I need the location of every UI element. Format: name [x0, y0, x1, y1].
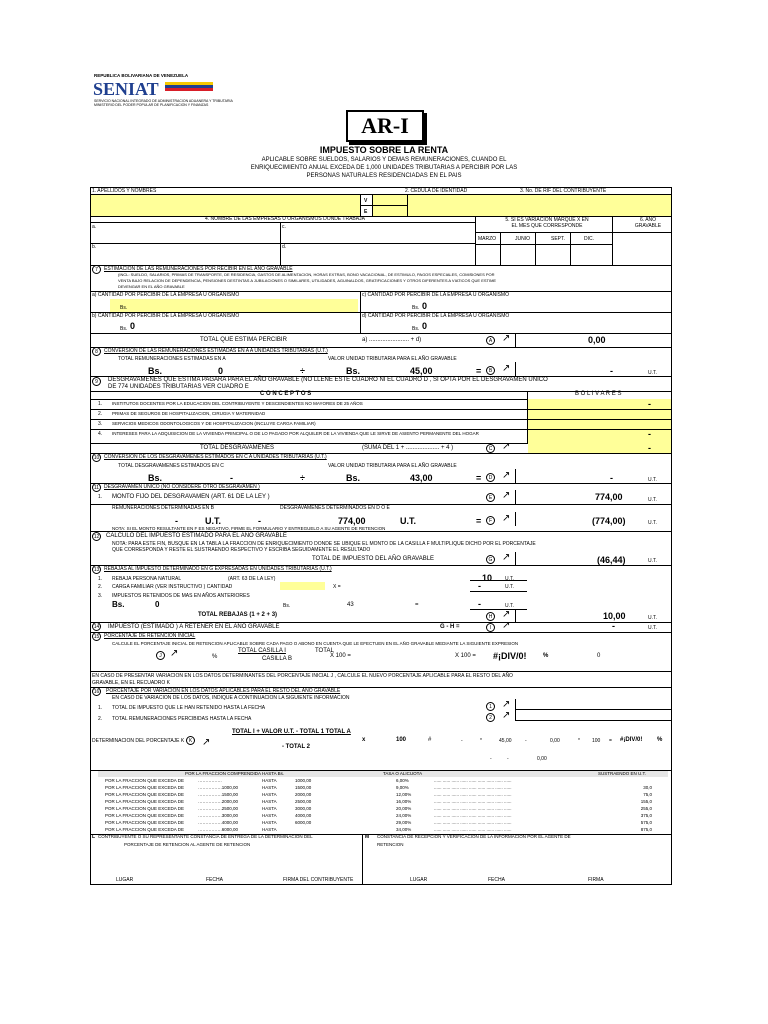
table-row-sustraendo: 255,0: [640, 806, 652, 811]
section-13-number: 13: [93, 567, 100, 573]
footer-fecha: FECHA: [206, 877, 223, 883]
section-l-letter: L: [92, 834, 96, 840]
amount-a-label: a) CANTIDAD POR PERCIBIR DE LA EMPRESA U ORGANISMO: [92, 292, 240, 298]
section-16-item-1: TOTAL DE IMPUESTO QUE LE HAN RETENIDO HASTA LA FECHA: [112, 705, 266, 711]
table-row-dots: ...... ...... ...... ...... ...... ...... ...... ...... ......: [434, 799, 512, 804]
section-9-title: DESGRAVAMENES QUE ESTIMA PAGARA PARA EL AÑO GRAVABLE (NO LLENE ESTE CUADRO NI EL CUADRO D , SI OPTA POR EL DESGRAVAMEN UNICO: [108, 377, 548, 383]
table-row-hasta: HASTA: [262, 785, 277, 790]
footer-firma: FIRMA: [588, 877, 604, 883]
table-row-sustraendo: 575,0: [640, 820, 652, 825]
table-row-from: …………….2500,00: [198, 806, 239, 811]
section-16-number: 16: [93, 689, 100, 695]
section-10-val-2: 43,00: [410, 473, 433, 483]
name-input-bg[interactable]: [91, 194, 360, 216]
field-2-label: 2. CÉDULA DE IDENTIDAD: [405, 188, 468, 194]
table-row-from: …………….1500,00: [198, 792, 239, 797]
footer-fecha-2: FECHA: [488, 877, 505, 883]
republic-label: REPUBLICA BOLIVARIANA DE VENEZUELA: [94, 73, 189, 78]
table-row-label: POR LA FRACCION QUE EXCEDA DE: [105, 792, 185, 797]
section-10-sub-2: VALOR UNIDAD TRIBUTARIA PARA EL AÑO GRAVABLE: [328, 463, 457, 469]
section-16-hash: #: [428, 737, 432, 743]
table-row-from: …………….6000,00: [198, 827, 239, 832]
section-15-pct-2: %: [543, 653, 549, 659]
table-header-3: SUSTRAENDO EN U.T.: [598, 771, 647, 776]
section-11-sub-1: REMUNERACIONES DETERMINADAS EN B: [112, 505, 214, 511]
arrow-icon: ↗: [502, 552, 511, 563]
section-m-letter: M: [365, 834, 370, 840]
concept-label: INTERESES PARA LA ADQUISICION DE LA VIVIENDA PRINCIPAL O DE LO PAGADO POR ALQUILER DE LA VIVIENDA QUE LE SIRVE DE ASIENTO PERMANENTE DEL HOGAR: [112, 431, 479, 436]
section-11-note: NOTA: SI EL MONTO RESULTANTE EN F ES NEGATIVO, FIRME EL FORMULARIO Y ENTREGUELO A SU AGENTE DE RETENCION: [112, 526, 386, 531]
table-row-sustraendo: 30,0: [643, 785, 652, 790]
section-8-result: -: [610, 366, 613, 376]
section-10-number: 10: [93, 455, 100, 461]
section-8-sub-1: TOTAL REMUNERACIONES ESTIMADAS EN A: [118, 356, 226, 362]
section-11-ut-e: U.T.: [648, 497, 657, 503]
section-8-eq: =: [476, 366, 482, 376]
table-row-from: …………….3000,00: [198, 813, 239, 818]
table-row-dots: ...... ...... ...... ...... ...... ...... ...... ...... ......: [434, 820, 512, 825]
rebate-2-label: CARGA FAMILIAR (VER INSTRUCTIVO ) CANTIDAD: [112, 584, 233, 590]
table-row-rate: 6,00%: [396, 778, 409, 783]
variation-note-2: GRAVABLE, EN EL RECUADRO K: [92, 680, 170, 686]
section-15-number: 15: [93, 634, 100, 640]
section-11-row-val-1: -: [175, 516, 178, 526]
section-15-zero: 0: [597, 653, 601, 659]
arrow-icon: ↗: [502, 620, 511, 631]
section-12-title: CALCULO DEL IMPUESTO ESTIMADO PARA EL AÑO GRAVABLE: [106, 533, 287, 539]
table-row-dots: ...... ...... ...... ...... ...... ...... ...... ...... ......: [434, 792, 512, 797]
section-16-result: #¡DIV/0!: [620, 737, 643, 743]
table-row-rate: 9,00%: [396, 785, 409, 790]
section-11-row-ut-2: U.T.: [400, 516, 417, 526]
circle-k: K: [186, 736, 195, 745]
total-rebates-value: 10,00: [603, 611, 626, 621]
table-row-rate: 24,00%: [396, 813, 412, 818]
rebate-2-x: X =: [333, 584, 341, 590]
company-b[interactable]: b.: [92, 244, 97, 250]
rebate-2-value: -: [478, 581, 481, 591]
section-9-title-2: DE 774 UNIDADES TRIBUTARIAS VER CUADRO E: [108, 384, 249, 390]
section-11-title: DESGRAVAMEN UNICO (NO CONSIDERE OTRO DESGRAVAMEN ): [104, 484, 260, 490]
arrow-icon: ↗: [502, 710, 511, 721]
circle-e: E: [486, 493, 495, 502]
table-row-label: POR LA FRACCION QUE EXCEDA DE: [105, 827, 185, 832]
section-15-frac-top: TOTAL CASILLA I: [238, 648, 286, 654]
section-10-sub-1: TOTAL DESGRAVAMENES ESTIMADOS EN C: [118, 463, 224, 469]
section-8-div: ÷: [300, 366, 305, 376]
section-12-note-1: NOTA: PARA ESTE FIN, BUSQUE EN LA TABLA LA FRACCION DE ENRIQUECIMIENTO DONDE SE UBIQUE EL MONTO DE LA CASILLA F MULTIPLIQUE DICHO POR EL PORCENTAJE: [112, 541, 536, 547]
concept-number: 4.: [98, 431, 103, 437]
section-16-sub: EN CASO DE VARIACION DE LOS DATOS, INDIQUE A CONTINUACION LA SIGUIENTE INFORMACION: [112, 695, 350, 701]
table-row-dots: ...... ...... ...... ...... ...... ...... ...... ...... ......: [434, 813, 512, 818]
section-11-row-minus: -: [258, 516, 261, 526]
arrow-icon: ↗: [502, 441, 511, 452]
arrow-icon: ↗: [502, 333, 511, 344]
table-row-rate: 12,00%: [396, 792, 412, 797]
section-11-number: 11: [93, 485, 100, 491]
table-row-label: POR LA FRACCION QUE EXCEDA DE: [105, 813, 185, 818]
table-row-to: 2000,00: [295, 792, 312, 797]
section-7-note-1: (INCL: SUELDO, SALARIOS, PRIMAS DE TRANSPORTE, DE RESIDENCIA, GASTOS DE ALIMENTACION, HORAS EXTRAS, BONO VACACIONAL, DE ESTIMULO, PAGOS ESPECIALES, COMISIONES POR: [118, 272, 495, 277]
table-row-sustraendo: 375,0: [640, 813, 652, 818]
table-row-label: POR LA FRACCION QUE EXCEDA DE: [105, 799, 185, 804]
section-16-pct: %: [657, 737, 663, 743]
section-11-eq: =: [476, 516, 482, 526]
section-15-pct: %: [212, 654, 218, 660]
table-row-rate: 20,00%: [396, 806, 412, 811]
table-row-rate: 34,00%: [396, 827, 412, 832]
section-m-text-1: CONSTANCIA DE RECEPCION Y VERIFICACION DE LA INFORMACION POR EL AGENTE DE: [377, 834, 571, 839]
table-header-2: TASA O ALICUOTA: [383, 771, 423, 776]
section-12-ut: U.T.: [648, 558, 657, 564]
company-d[interactable]: d.: [282, 244, 287, 250]
table-row-from: …………….2000,00: [198, 799, 239, 804]
section-13-title: REBAJAS AL IMPUESTO DETERMINADO EN G EXPRESADAS EN UNIDADES TRIBUTARIAS (U.T.): [104, 566, 332, 572]
circle-h: H: [486, 612, 495, 621]
amount-b-value[interactable]: 0: [130, 321, 136, 331]
footer-firma-contribuyente: FIRMA DEL CONTRIBUYENTE: [283, 877, 354, 883]
variation-note-1: EN CASO DE PRESENTAR VARIACION EN LOS DATOS DETERMINANTES DEL PORCENTAJE INICIAL J , CALCULE EL NUEVO PORCENTAJE APLICABLE PARA EL RESTO DEL AÑO: [92, 673, 513, 679]
section-8-title: CONVERSION DE LAS REMUNERACIONES ESTIMADAS EN A A UNIDADES TRIBUTARIAS (U.T.): [104, 348, 328, 354]
amount-d-value[interactable]: 0: [422, 321, 428, 331]
table-row-dots: ...... ...... ...... ...... ...... ...... ...... ...... ......: [434, 806, 512, 811]
section-16-total-2: - TOTAL 2: [282, 744, 311, 750]
section-12-label: TOTAL DE IMPUESTO DEL AÑO GRAVABLE: [312, 556, 435, 562]
month-june[interactable]: JUNIO: [515, 236, 530, 242]
section-8-val-1: 0: [218, 366, 224, 376]
circle-1: 1: [486, 702, 495, 711]
concept-number: 2.: [98, 411, 103, 417]
circle-d: D: [486, 473, 495, 482]
amount-d-bs: Bs.: [412, 326, 420, 332]
amount-c-label: c) CANTIDAD POR PERCIBIR DE LA EMPRESA U ORGANISMO: [362, 292, 509, 298]
table-row-hasta: HASTA: [262, 792, 277, 797]
table-row-dots: ...... ...... ...... ...... ...... ...... ...... ...... ......: [434, 827, 512, 832]
section-15-total: TOTAL: [315, 648, 334, 654]
section-8-number: 8: [92, 347, 101, 356]
section-8-bs-2: Bs.: [346, 366, 361, 376]
form-subtitle-3: PERSONAS NATURALES RESIDENCIADAS EN EL PAIS: [306, 173, 462, 179]
section-l-text-2: PORCENTAJE DE RETENCION AL AGENTE DE RETENCION: [124, 842, 251, 847]
arrow-icon: ↗: [170, 648, 179, 659]
arrow-icon: ↗: [502, 699, 511, 710]
section-15-frac-bot: CASILLA B: [262, 656, 293, 662]
total-estimate-label: TOTAL QUE ESTIMA PERCIBIR: [200, 337, 287, 343]
footer-lugar: LUGAR: [116, 877, 134, 883]
table-row-sustraendo: 75,0: [643, 792, 652, 797]
table-row-hasta: HASTA: [262, 778, 277, 783]
table-row-label: POR LA FRACCION QUE EXCEDA DE: [105, 778, 185, 783]
company-a[interactable]: a.: [92, 224, 97, 230]
family-count-input[interactable]: [280, 582, 325, 590]
table-row-dots: ...... ...... ...... ...... ...... ...... ...... ...... ......: [434, 785, 512, 790]
table-row-rate: 29,00%: [396, 820, 412, 825]
bolivares-header: B O L I V A R E S: [575, 391, 622, 397]
table-row-hasta: HASTA: [262, 813, 277, 818]
rebate-3-label: IMPUESTOS RETENIDOS DE MAS EN AÑOS ANTERIORES: [112, 593, 250, 599]
concept-label: PRIMAS DE SEGUROS DE HOSPITALIZACION, CIRUGIA Y MATERNIDAD: [112, 411, 266, 416]
circle-a: A: [486, 336, 495, 345]
table-row-to: 1000,00: [295, 778, 312, 783]
seniat-logo-text: SENIAT: [93, 79, 159, 99]
section-11-item-num: 1.: [98, 494, 103, 500]
section-8-ut: U.T.: [648, 370, 657, 376]
section-15-x100: X 100 =: [330, 653, 351, 659]
section-12-note-2: QUE CORRESPONDA Y RESTE EL SUSTRAENDO RESPECTIVO Y ESCRIBA SEGUIDAMENTE EL RESULTADO: [112, 547, 371, 553]
table-row-hasta: HASTA: [262, 827, 277, 832]
section-7-title: ESTIMACION DE LAS REMUNERACIONES POR RECIBIR EN EL AÑO GRAVABLE: [104, 266, 293, 272]
section-15-mid: X 100 =: [455, 653, 476, 659]
form-subtitle-1: APLICABLE SOBRE SUELDOS, SALARIOS Y DEMAS REMUNERACIONES, CUANDO EL: [261, 157, 507, 163]
table-row-label: POR LA FRACCION QUE EXCEDA DE: [105, 785, 185, 790]
form-title: IMPUESTO SOBRE LA RENTA: [319, 145, 449, 155]
circle-2: 2: [486, 713, 495, 722]
form-subtitle-2: ENRIQUECIMIENTO ANUAL EXCEDA DE 1,000 UNIDADES TRIBUTARIAS A PERCIBIR POR LAS: [250, 165, 518, 171]
section-11-row-ut-1: U.T.: [205, 516, 222, 526]
field-3-label: 3. No. DE RIF DEL CONTRIBUYENTE: [520, 188, 607, 194]
conceptos-header: C O N C E P T O S: [260, 391, 312, 397]
concept-label: INSTITUTOS DOCENTES POR LA EDUCACION DEL CONTRIBUYENTE Y DESCENDIENTES NO MAYORES DE 25 AÑOS: [112, 401, 363, 406]
section-14-formula: G - H =: [440, 624, 460, 630]
circle-c: C: [486, 444, 495, 453]
amount-a-bs: Bs.: [120, 305, 128, 311]
table-row-dots: ...... ...... ...... ...... ...... ...... ...... ...... ......: [434, 778, 512, 783]
section-11-row-val-2: 774,00: [338, 516, 366, 526]
section-14-value: -: [612, 621, 615, 631]
field-6-label: 6. AÑO GRAVABLE: [634, 217, 662, 229]
rebate-1-value: 10: [482, 573, 493, 583]
amount-d-label: d) CANTIDAD POR PERCIBIR DE LA EMPRESA U ORGANISMO: [362, 313, 510, 319]
rebate-3-eq: =: [415, 602, 419, 608]
amount-c-value[interactable]: 0: [422, 301, 428, 311]
section-16-item-2: TOTAL REMUNERACIONES PERCIBIDAS HASTA LA FECHA: [112, 716, 252, 722]
section-16-det-label: DETERMINACION DEL PORCENTAJE K: [92, 738, 185, 744]
form-code-box: [346, 110, 424, 142]
concept-number: 3.: [98, 421, 103, 427]
section-12-number: 12: [93, 534, 100, 540]
concept-value[interactable]: -: [648, 399, 651, 409]
rebate-1-law: (ART. 63 DE LA LEY): [228, 576, 276, 582]
footer-lugar-2: LUGAR: [410, 877, 428, 883]
total-desgravamenes-label: TOTAL DESGRAVAMENES: [200, 445, 275, 451]
table-header-1: POR LA FRACCION COMPRENDIDA HASTA Bs.: [185, 771, 285, 776]
arrow-icon: ↗: [502, 470, 511, 481]
section-16-x: x: [362, 737, 366, 743]
circle-b: B: [486, 366, 495, 375]
amount-a-input[interactable]: [110, 299, 358, 312]
section-7-note-3: DEVENGAR EN EL AÑO GRAVABLE: [118, 284, 185, 289]
field-5-label: 5. SI ES VARIACION MARQUE X EN EL MES QUE CORRESPONDE: [505, 217, 589, 229]
rebate-1-label: REBAJA PERSONA NATURAL: [112, 576, 182, 582]
rebate-3-value: -: [478, 599, 481, 609]
total-estimate-formula: a) ........................ + d): [362, 337, 422, 343]
table-row-label: POR LA FRACCION QUE EXCEDA DE: [105, 820, 185, 825]
circle-j: J: [156, 651, 165, 660]
arrow-icon: ↗: [202, 737, 211, 748]
section-11-sub-2: DESGRAVAMENES DETERMINADOS EN D O E: [280, 505, 390, 511]
total-desgravamenes-formula: (SUMA DEL 1 + .................... + 4 ): [362, 445, 454, 451]
section-7-number: 7: [92, 265, 101, 274]
section-l-text-1: CONTRIBUYENTE O SU REPRESENTANTE CONSTANCIA DE ENTREGA DE LA DETERMINACION DEL: [98, 834, 313, 839]
logo-subtitle-1: SERVICIO NACIONAL INTEGRADO DE ADMINISTRACION ADUANERA Y TRIBUTARIA: [94, 99, 233, 103]
arrow-icon: ↗: [502, 609, 511, 620]
month-march[interactable]: MARZO: [478, 236, 497, 242]
table-row-hasta: HASTA: [262, 799, 277, 804]
section-12-value: (46,44): [597, 555, 626, 565]
table-row-hasta: HASTA: [262, 806, 277, 811]
table-row-to: 1500,00: [295, 785, 312, 790]
amount-b-label: b) CANTIDAD POR PERCIBIR DE LA EMPRESA U ORGANISMO: [92, 313, 240, 319]
amount-b-bs: Bs.: [120, 326, 128, 332]
section-8-bs-1: Bs.: [148, 366, 163, 376]
section-16-title: PORCENTAJE POR VARIACION EN LOS DATOS APLICABLES PARA EL RESTO DEL AÑO GRAVABLE: [106, 688, 341, 694]
section-m-text-2: RETENCION: [377, 842, 404, 847]
section-14-title: IMPUESTO (ESTIMADO ) A RETENER EN EL AÑO GRAVABLE: [108, 624, 280, 630]
form-code: AR-I: [361, 113, 409, 138]
section-10-val-1: -: [230, 473, 233, 483]
rebate-3-bs: Bs.: [112, 600, 125, 609]
section-9-number: 9: [92, 377, 101, 386]
concept-label: SERVICIOS MEDICOS ODONTOLOGICOS Y DE HOSPITALIZACION (INCLUYE CARGA FAMILIAR): [112, 421, 316, 426]
table-row-from: …………….4000,00: [198, 820, 239, 825]
seniat-logo: [93, 78, 213, 100]
rebate-3-bs-2: Bs.: [283, 603, 291, 609]
section-8-sub-2: VALOR UNIDAD TRIBUTARIA PARA EL AÑO GRAVABLE: [328, 356, 457, 362]
concept-number: 1.: [98, 401, 103, 407]
table-row-to: 3000,00: [295, 806, 312, 811]
table-row-rate: 16,00%: [396, 799, 412, 804]
concept-value[interactable]: -: [648, 429, 651, 439]
total-rebates-label: TOTAL REBAJAS (1 + 2 + 3): [198, 612, 278, 618]
table-row-to: 4000,00: [295, 813, 312, 818]
v-option[interactable]: V: [364, 198, 368, 204]
section-10-result: -: [610, 473, 613, 483]
section-10-div: ÷: [300, 473, 305, 483]
month-dec[interactable]: DIC.: [584, 236, 594, 242]
section-10-title: CONVERSION DE LOS DESGRAVAMENES ESTIMADOS EN C A UNIDADES TRIBUTARIAS (U.T.): [104, 454, 327, 460]
company-c[interactable]: c.: [282, 224, 286, 230]
rebate-3-val-1: 0: [155, 600, 160, 609]
arrow-icon: ↗: [502, 490, 511, 501]
section-16-formula-top: TOTAL I + VALOR U.T. - TOTAL 1 TOTAL A: [232, 729, 351, 735]
table-row-to: 2500,00: [295, 799, 312, 804]
field-4-label: 4. NOMBRE DE LAS EMPRESAS U ORGANISMOS DONDE TRABAJA: [205, 216, 365, 222]
section-10-bs-1: Bs.: [148, 473, 163, 483]
circle-g: G: [486, 555, 495, 564]
logo-subtitle-2: MINISTERIO DEL PODER POPULAR DE PLANIFICACION Y FINANZAS: [94, 103, 209, 107]
circle-i: I: [486, 623, 495, 632]
table-row-from: …………….: [198, 778, 222, 783]
table-row-label: POR LA FRACCION QUE EXCEDA DE: [105, 806, 185, 811]
amount-c-bs: Bs.: [412, 305, 420, 311]
section-15-title: PORCENTAJE DE RETENCION INICIAL: [104, 633, 196, 639]
table-row-hasta: HASTA: [262, 820, 277, 825]
section-10-bs-2: Bs.: [346, 473, 361, 483]
field-1-label: 1. APELLIDOS Y NOMBRES: [92, 188, 157, 194]
arrow-icon: ↗: [502, 363, 511, 374]
total-desgravamenes-value: -: [648, 443, 651, 453]
section-7-note-2: VENTA BAJO RELACION DE DEPENDENCIA, PENSIONES DESTINTAS A JUBILACIONES O SIMILARES, UTILIDADES, AGUINALDOS, GRATIFICACIONES Y OTROS DIFERENTES A VIATICOS QUE ESTIME: [118, 278, 497, 283]
arrow-icon: ↗: [502, 513, 511, 524]
e-option[interactable]: E: [364, 209, 368, 215]
section-11-item-1: MONTO FIJO DEL DESGRAVAMEN (ART. 61 DE LA LEY ): [112, 494, 270, 500]
section-10-eq: =: [476, 473, 482, 483]
section-10-ut: U.T.: [648, 477, 657, 483]
section-11-val-f: (774,00): [592, 516, 626, 526]
rif-input-bg[interactable]: [408, 194, 671, 216]
total-estimate-value: 0,00: [588, 335, 606, 345]
table-row-sustraendo: 875,0: [640, 827, 652, 832]
section-15-desc: CALCULE EL PORCENTAJE INICIAL DE RETENCION APLICABLE SOBRE CADA PAGO O ABONO EN CUENTA QUE LE EFECTUEN EN EL AÑO GRAVABLE MEDIANTE LA SIGUIENTE EXPRESION: [112, 641, 519, 646]
circle-f: F: [486, 516, 495, 525]
section-16-hundred: 100: [396, 737, 407, 743]
section-15-result: #¡DIV/0!: [493, 651, 527, 661]
table-row-sustraendo: 155,0: [640, 799, 652, 804]
section-11-val-e: 774,00: [595, 492, 623, 502]
table-row-to: 6000,00: [295, 820, 312, 825]
rebate-3-val-2: 43: [347, 602, 354, 608]
month-sept[interactable]: SEPT.: [551, 236, 565, 242]
section-8-val-2: 45,00: [410, 366, 433, 376]
table-row-from: …………….1000,00: [198, 785, 239, 790]
section-11-ut-f: U.T.: [648, 520, 657, 526]
section-14-number: 14: [93, 624, 100, 630]
